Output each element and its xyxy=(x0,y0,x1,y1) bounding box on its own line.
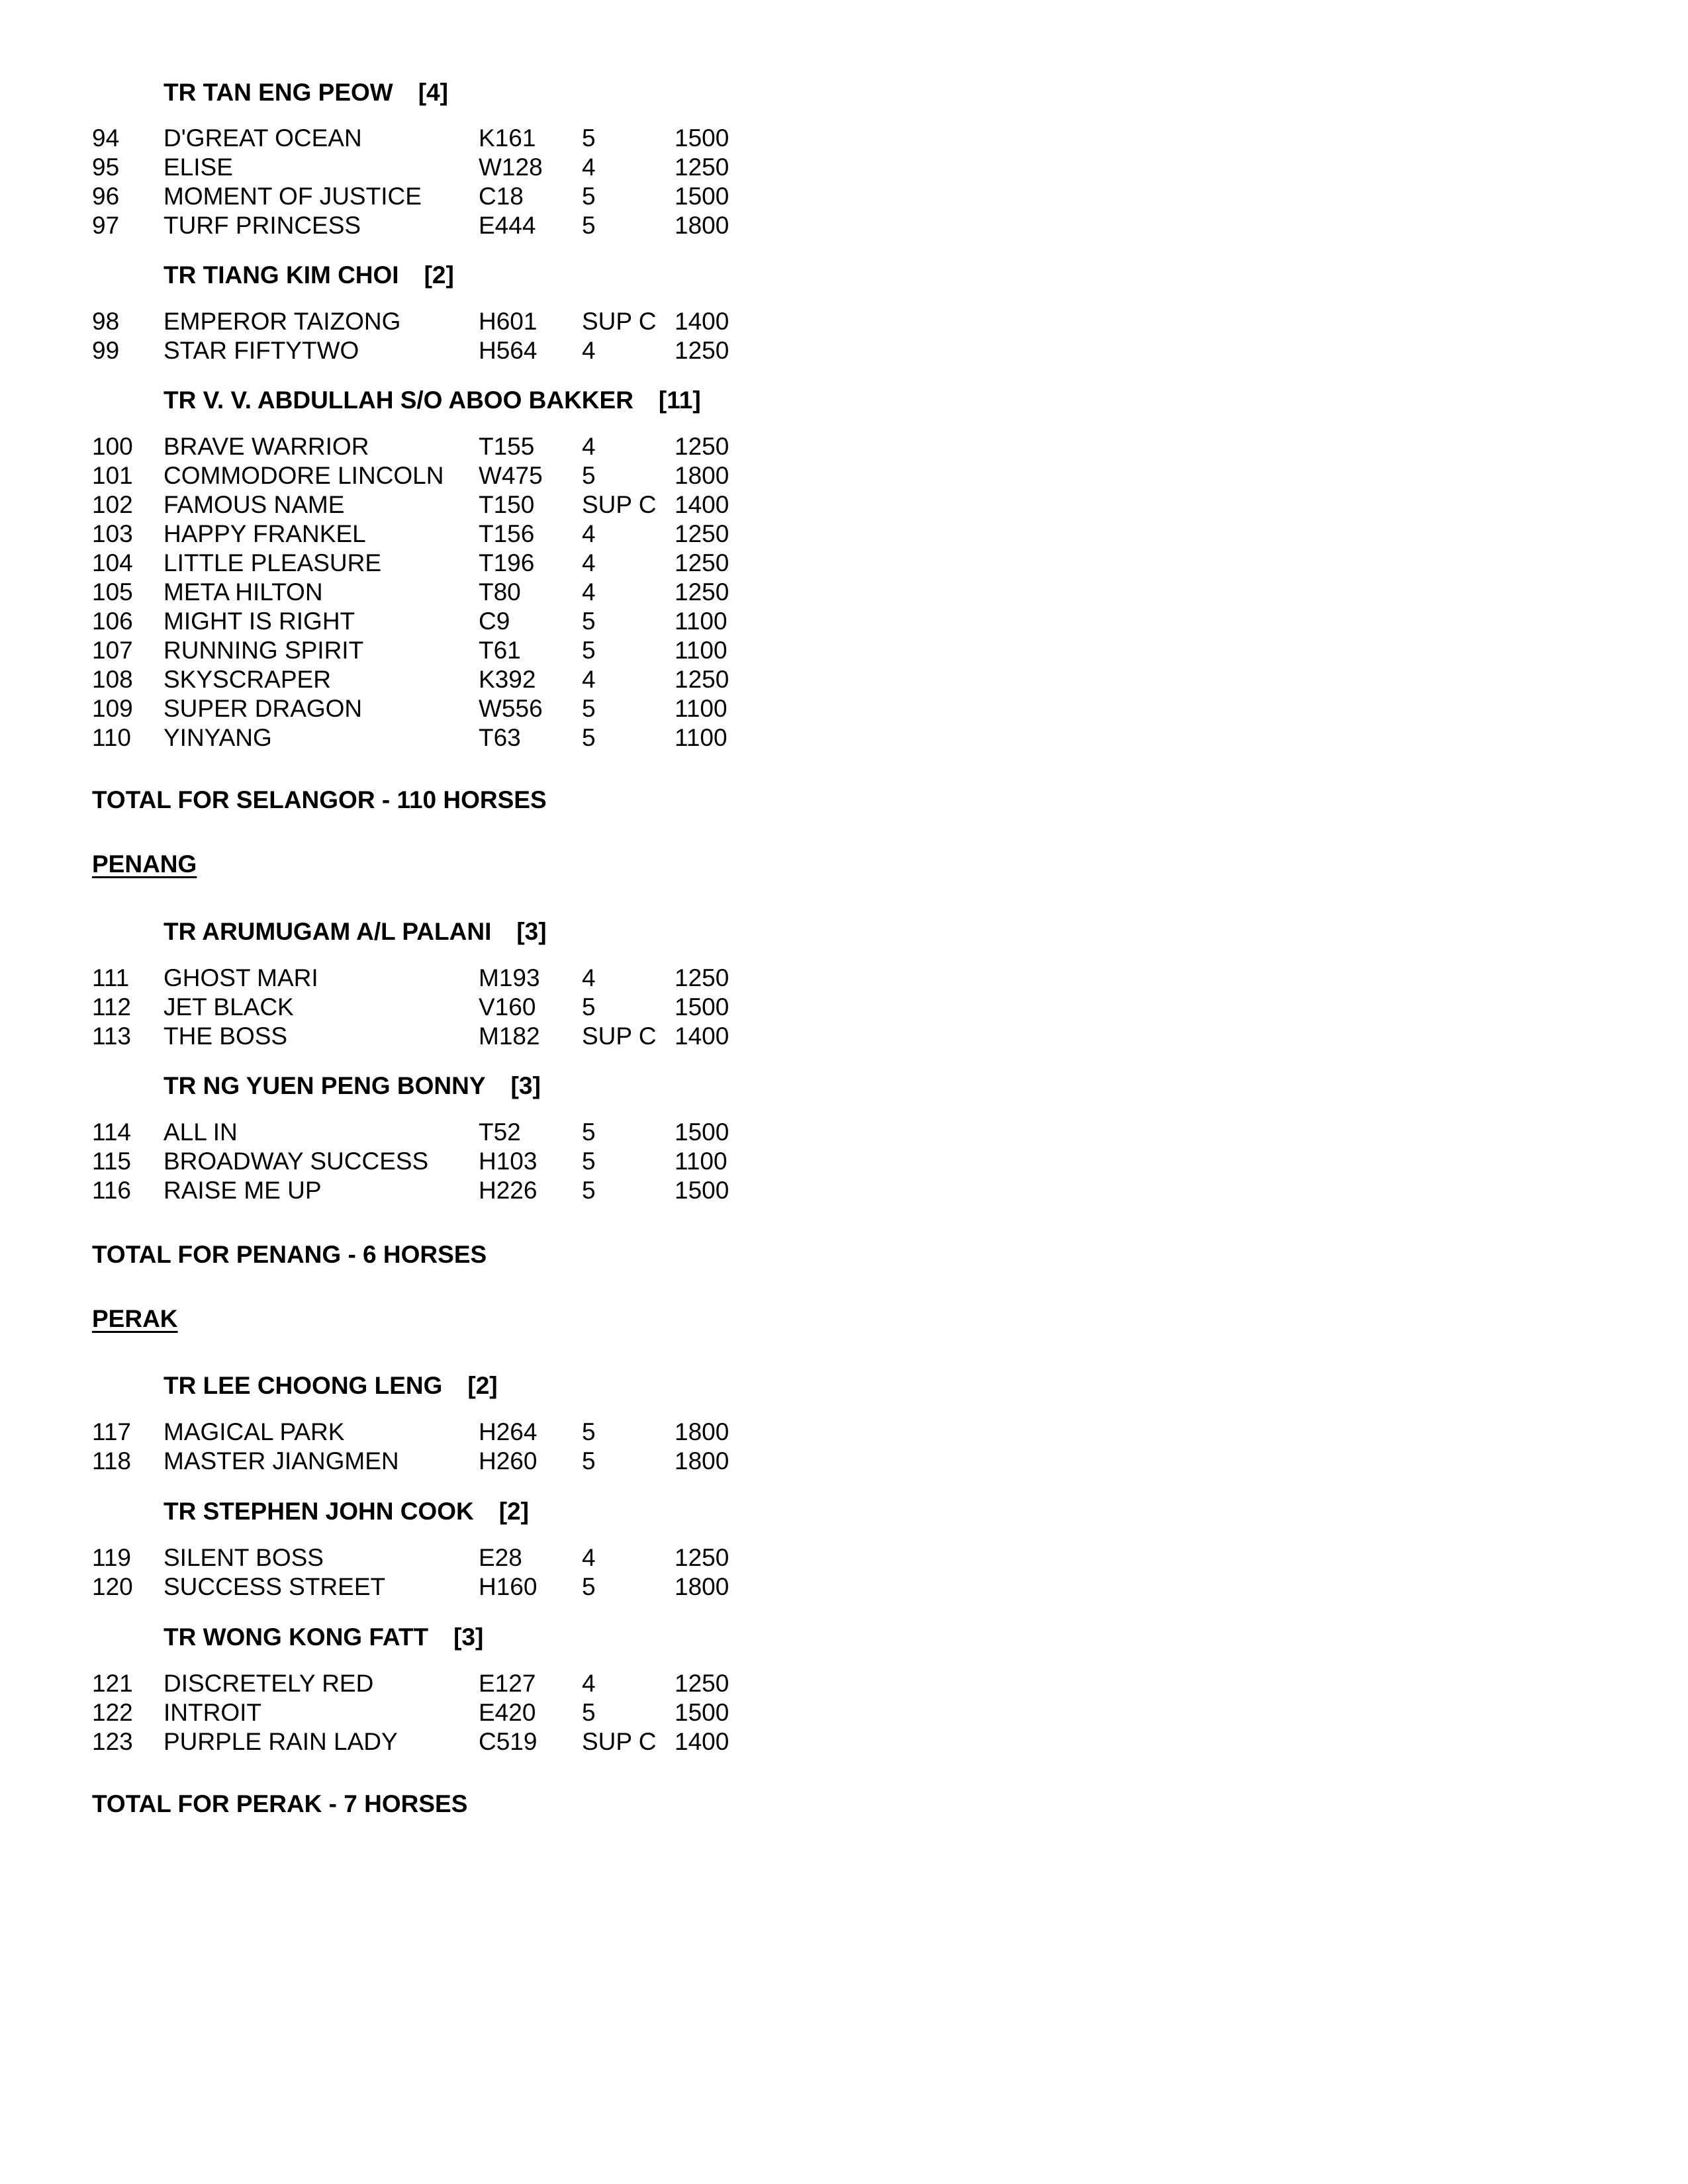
horse-row xyxy=(0,1670,794,1699)
race-distance: 1100 xyxy=(675,695,727,722)
horse-row xyxy=(0,1023,794,1052)
horse-class: 5 xyxy=(582,724,596,751)
horse-class: 5 xyxy=(582,212,596,239)
trainer-horse-count: [3] xyxy=(510,1072,541,1099)
race-distance: 1100 xyxy=(675,1148,727,1175)
horse-row xyxy=(0,337,794,366)
race-distance: 1400 xyxy=(675,1728,729,1755)
trainer-name: TR STEPHEN JOHN COOK xyxy=(164,1498,474,1525)
horse-class: 5 xyxy=(582,637,596,664)
trainer-horse-count: [11] xyxy=(658,387,701,414)
trainer-horse-count: [4] xyxy=(418,79,448,106)
horse-class: 4 xyxy=(582,520,596,547)
horse-row xyxy=(0,520,794,549)
horse-name: MIGHT IS RIGHT xyxy=(164,608,355,635)
horse-row xyxy=(0,491,794,520)
horse-row xyxy=(0,608,794,637)
race-distance: 1500 xyxy=(675,1699,729,1726)
horse-class: SUP C xyxy=(582,308,657,335)
horse-code: E127 xyxy=(479,1670,536,1697)
horse-row xyxy=(0,1544,794,1573)
entry-number: 116 xyxy=(92,1177,131,1204)
entry-number: 96 xyxy=(92,183,120,210)
trainer-name: TR TIANG KIM CHOI xyxy=(164,261,399,289)
horse-name: INTROIT xyxy=(164,1699,261,1726)
horse-row xyxy=(0,1177,794,1206)
horse-row xyxy=(0,695,794,724)
total-penang: TOTAL FOR PENANG - 6 HORSES xyxy=(92,1241,487,1268)
entry-number: 118 xyxy=(92,1447,131,1475)
horse-name: ELISE xyxy=(164,154,233,181)
entry-number: 97 xyxy=(92,212,120,239)
horse-class: 5 xyxy=(582,993,596,1021)
entry-number: 107 xyxy=(92,637,133,664)
horse-class: 4 xyxy=(582,154,596,181)
race-distance: 1500 xyxy=(675,124,729,152)
entry-number: 120 xyxy=(92,1573,133,1600)
horse-row xyxy=(0,666,794,695)
horse-class: 5 xyxy=(582,124,596,152)
entry-number: 112 xyxy=(92,993,131,1021)
trainer-name: TR V. V. ABDULLAH S/O ABOO BAKKER xyxy=(164,387,633,414)
horse-class: 5 xyxy=(582,462,596,489)
horse-code: C519 xyxy=(479,1728,538,1755)
horse-class: 4 xyxy=(582,549,596,576)
race-distance: 1100 xyxy=(675,608,727,635)
horse-row xyxy=(0,433,794,462)
horse-name: TURF PRINCESS xyxy=(164,212,361,239)
horse-name: JET BLACK xyxy=(164,993,294,1021)
race-distance: 1800 xyxy=(675,1573,729,1600)
horse-name: LITTLE PLEASURE xyxy=(164,549,382,576)
trainer-horse-count: [2] xyxy=(498,1498,529,1525)
entry-number: 123 xyxy=(92,1728,133,1755)
horse-code: K161 xyxy=(479,124,536,152)
trainer-heading xyxy=(164,1623,483,1651)
entry-number: 110 xyxy=(92,724,131,751)
race-distance: 1250 xyxy=(675,154,729,181)
horse-row xyxy=(0,1148,794,1177)
horse-class: 5 xyxy=(582,1573,596,1600)
race-distance: 1250 xyxy=(675,1670,729,1697)
horse-code: E420 xyxy=(479,1699,536,1726)
horse-row xyxy=(0,637,794,666)
horse-name: ALL IN xyxy=(164,1118,238,1146)
race-distance: 1250 xyxy=(675,1544,729,1571)
horse-code: K392 xyxy=(479,666,536,693)
race-distance: 1250 xyxy=(675,433,729,460)
race-distance: 1500 xyxy=(675,1118,729,1146)
horse-code: H601 xyxy=(479,308,538,335)
horse-row xyxy=(0,1699,794,1728)
trainer-heading xyxy=(164,79,448,107)
horse-row xyxy=(0,993,794,1023)
total-selangor: TOTAL FOR SELANGOR - 110 HORSES xyxy=(92,786,547,813)
horse-class: 4 xyxy=(582,337,596,364)
horse-name: SILENT BOSS xyxy=(164,1544,324,1571)
horse-row xyxy=(0,462,794,491)
horse-row xyxy=(0,1728,794,1757)
entry-number: 104 xyxy=(92,549,133,576)
entry-number: 119 xyxy=(92,1544,131,1571)
horse-code: M182 xyxy=(479,1023,540,1050)
horse-name: MAGICAL PARK xyxy=(164,1418,345,1445)
horse-row xyxy=(0,183,794,212)
horse-code: W556 xyxy=(479,695,543,722)
horse-code: W128 xyxy=(479,154,543,181)
horse-name: SUPER DRAGON xyxy=(164,695,363,722)
horse-row xyxy=(0,1447,794,1477)
horse-code: T156 xyxy=(479,520,535,547)
horse-name: SKYSCRAPER xyxy=(164,666,331,693)
horse-class: 5 xyxy=(582,695,596,722)
entry-number: 121 xyxy=(92,1670,133,1697)
entry-number: 94 xyxy=(92,124,120,152)
race-distance: 1800 xyxy=(675,1418,729,1445)
horse-name: HAPPY FRANKEL xyxy=(164,520,366,547)
race-distance: 1800 xyxy=(675,212,729,239)
race-distance: 1500 xyxy=(675,1177,729,1204)
race-distance: 1250 xyxy=(675,666,729,693)
horse-class: 5 xyxy=(582,1148,596,1175)
horse-code: C18 xyxy=(479,183,524,210)
entry-number: 99 xyxy=(92,337,120,364)
horse-row xyxy=(0,1418,794,1447)
horse-row xyxy=(0,549,794,578)
horse-code: T80 xyxy=(479,578,521,606)
race-distance: 1100 xyxy=(675,724,727,751)
horse-name: MASTER JIANGMEN xyxy=(164,1447,399,1475)
trainer-heading xyxy=(164,261,454,289)
trainer-name: TR LEE CHOONG LENG xyxy=(164,1372,443,1399)
horse-code: H264 xyxy=(479,1418,538,1445)
horse-name: RUNNING SPIRIT xyxy=(164,637,364,664)
horse-code: H260 xyxy=(479,1447,538,1475)
entry-number: 95 xyxy=(92,154,120,181)
entry-number: 103 xyxy=(92,520,133,547)
entry-number: 102 xyxy=(92,491,133,518)
horse-code: H226 xyxy=(479,1177,538,1204)
horse-row xyxy=(0,124,794,154)
horse-code: M193 xyxy=(479,964,540,991)
horse-class: SUP C xyxy=(582,491,657,518)
horse-row xyxy=(0,1573,794,1602)
horse-class: 4 xyxy=(582,1670,596,1697)
entry-number: 101 xyxy=(92,462,133,489)
race-distance: 1400 xyxy=(675,1023,729,1050)
race-distance: 1500 xyxy=(675,993,729,1021)
race-distance: 1100 xyxy=(675,637,727,664)
entry-number: 106 xyxy=(92,608,133,635)
trainer-horse-count: [3] xyxy=(516,918,547,945)
race-distance: 1800 xyxy=(675,462,729,489)
horse-code: E28 xyxy=(479,1544,522,1571)
horse-class: 5 xyxy=(582,1177,596,1204)
race-distance: 1250 xyxy=(675,520,729,547)
horse-code: T155 xyxy=(479,433,535,460)
horse-name: FAMOUS NAME xyxy=(164,491,345,518)
trainer-heading xyxy=(164,1498,529,1525)
horse-class: 5 xyxy=(582,1447,596,1475)
race-distance: 1250 xyxy=(675,964,729,991)
horse-row xyxy=(0,724,794,753)
horse-class: 5 xyxy=(582,1118,596,1146)
horse-code: T150 xyxy=(479,491,535,518)
horse-name: GHOST MARI xyxy=(164,964,318,991)
horse-class: 4 xyxy=(582,1544,596,1571)
horse-code: H103 xyxy=(479,1148,538,1175)
trainer-name: TR WONG KONG FATT xyxy=(164,1623,429,1651)
horse-name: D'GREAT OCEAN xyxy=(164,124,362,152)
horse-code: C9 xyxy=(479,608,510,635)
horse-row xyxy=(0,964,794,993)
horse-class: 5 xyxy=(582,1699,596,1726)
race-distance: 1500 xyxy=(675,183,729,210)
horse-name: BROADWAY SUCCESS xyxy=(164,1148,429,1175)
horse-class: 4 xyxy=(582,433,596,460)
horse-class: 4 xyxy=(582,666,596,693)
trainer-name: TR NG YUEN PENG BONNY xyxy=(164,1072,486,1099)
trainer-horse-count: [2] xyxy=(467,1372,498,1399)
horse-class: 4 xyxy=(582,578,596,606)
horse-class: 5 xyxy=(582,183,596,210)
horse-code: H564 xyxy=(479,337,538,364)
horse-name: STAR FIFTYTWO xyxy=(164,337,359,364)
horse-name: PURPLE RAIN LADY xyxy=(164,1728,398,1755)
horse-class: 5 xyxy=(582,608,596,635)
race-distance: 1250 xyxy=(675,578,729,606)
horse-name: BRAVE WARRIOR xyxy=(164,433,369,460)
horse-code: T52 xyxy=(479,1118,521,1146)
entry-number: 105 xyxy=(92,578,133,606)
horse-code: H160 xyxy=(479,1573,538,1600)
horse-code: T61 xyxy=(479,637,521,664)
horse-name: SUCCESS STREET xyxy=(164,1573,386,1600)
horse-row xyxy=(0,154,794,183)
race-distance: 1400 xyxy=(675,491,729,518)
horse-code: T63 xyxy=(479,724,521,751)
horse-code: E444 xyxy=(479,212,536,239)
trainer-heading xyxy=(164,1072,541,1100)
entry-number: 100 xyxy=(92,433,133,460)
horse-class: 5 xyxy=(582,1418,596,1445)
entry-number: 114 xyxy=(92,1118,131,1146)
horse-name: MOMENT OF JUSTICE xyxy=(164,183,422,210)
horse-name: EMPEROR TAIZONG xyxy=(164,308,401,335)
horse-name: YINYANG xyxy=(164,724,272,751)
race-distance: 1400 xyxy=(675,308,729,335)
region-heading-penang: PENANG xyxy=(92,850,197,878)
race-distance: 1250 xyxy=(675,337,729,364)
horse-code: V160 xyxy=(479,993,536,1021)
horse-row xyxy=(0,308,794,337)
trainer-name: TR TAN ENG PEOW xyxy=(164,79,393,106)
entry-number: 111 xyxy=(92,964,130,991)
trainer-name: TR ARUMUGAM A/L PALANI xyxy=(164,918,492,945)
entry-number: 113 xyxy=(92,1023,131,1050)
horse-class: SUP C xyxy=(582,1023,657,1050)
total-perak: TOTAL FOR PERAK - 7 HORSES xyxy=(92,1790,468,1817)
horse-row xyxy=(0,212,794,241)
entry-number: 98 xyxy=(92,308,120,335)
horse-name: COMMODORE LINCOLN xyxy=(164,462,444,489)
trainer-heading xyxy=(164,1372,498,1400)
horse-code: W475 xyxy=(479,462,543,489)
entry-number: 117 xyxy=(92,1418,131,1445)
race-distance: 1800 xyxy=(675,1447,729,1475)
trainer-heading xyxy=(164,387,701,414)
entry-number: 115 xyxy=(92,1148,131,1175)
horse-code: T196 xyxy=(479,549,535,576)
horse-name: META HILTON xyxy=(164,578,323,606)
horse-class: SUP C xyxy=(582,1728,657,1755)
trainer-horse-count: [3] xyxy=(453,1623,484,1651)
horse-row xyxy=(0,578,794,608)
trainer-horse-count: [2] xyxy=(424,261,454,289)
horse-class: 4 xyxy=(582,964,596,991)
race-distance: 1250 xyxy=(675,549,729,576)
horse-name: THE BOSS xyxy=(164,1023,288,1050)
entry-number: 122 xyxy=(92,1699,133,1726)
entry-number: 109 xyxy=(92,695,133,722)
region-heading-perak: PERAK xyxy=(92,1305,178,1332)
horse-name: RAISE ME UP xyxy=(164,1177,322,1204)
trainer-heading xyxy=(164,918,547,946)
entry-number: 108 xyxy=(92,666,133,693)
horse-name: DISCRETELY RED xyxy=(164,1670,374,1697)
horse-row xyxy=(0,1118,794,1148)
